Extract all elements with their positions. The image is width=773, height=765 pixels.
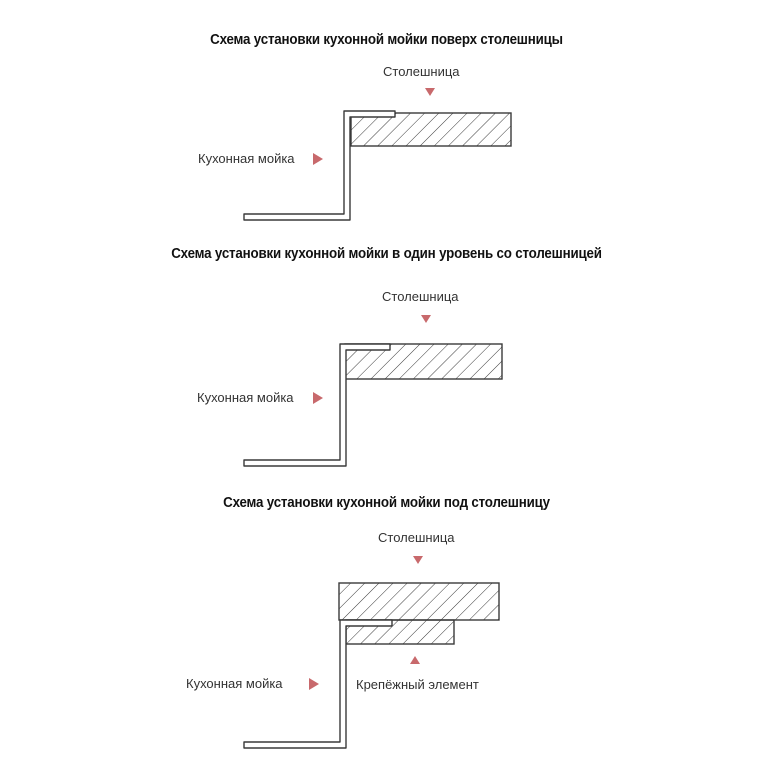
- countertop-arrow: [421, 315, 431, 323]
- diagram-title: Схема установки кухонной мойки поверх столешницы: [210, 32, 563, 48]
- countertop-slab: [351, 113, 511, 146]
- countertop-slab: [339, 583, 499, 620]
- sink-arrow: [313, 153, 323, 165]
- diagram-undermount: [244, 556, 499, 748]
- sink-arrow: [313, 392, 323, 404]
- diagram-title: Схема установки кухонной мойки под столешницу: [223, 495, 550, 511]
- sink-label: Кухонная мойка: [198, 151, 295, 166]
- sink-arrow: [309, 678, 319, 690]
- sink-label: Кухонная мойка: [186, 676, 283, 691]
- fastener-arrow: [410, 656, 420, 664]
- fastener-label: Крепёжный элемент: [356, 677, 479, 692]
- countertop-label: Столешница: [383, 64, 460, 79]
- countertop-arrow: [413, 556, 423, 564]
- countertop-arrow: [425, 88, 435, 96]
- sink-label: Кухонная мойка: [197, 390, 294, 405]
- countertop-label: Столешница: [378, 530, 455, 545]
- diagram-title: Схема установки кухонной мойки в один уровень со столешницей: [171, 246, 602, 262]
- countertop-label: Столешница: [382, 289, 459, 304]
